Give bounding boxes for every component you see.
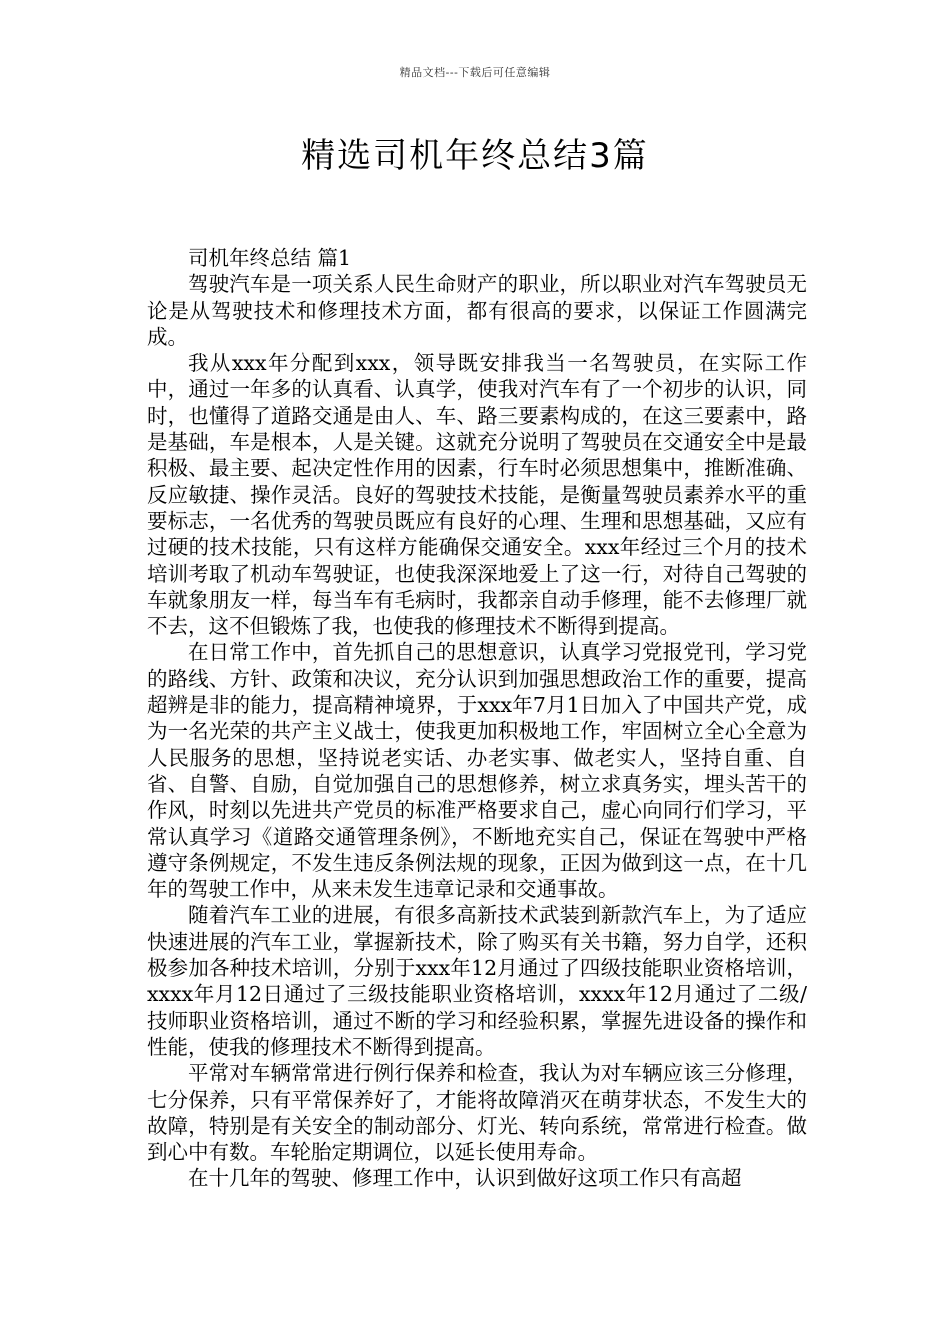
document-body [147, 245, 807, 1192]
document-title: 精选司机年终总结3篇 [301, 136, 649, 176]
body-paragraph-6: 在十几年的驾驶、修理工作中，认识到做好这项工作只有高超 [188, 1166, 742, 1191]
body-paragraph-2: 我从xxx年分配到xxx，领导既安排我当一名驾驶员，在实际工作中，通过一年多的认真看、认真学，使我对汽车有了一个初步的认识，同时，也懂得了道路交通是由人、车、路三要素构成的，在这三要素中，路是基础，车是根本，人是关键。这就充分说明了驾驶员在交通安全中是最积极、最主要、起决定性作用的因素，行车时必须思想集中，推断准确、反应敏捷、操作灵活。良好的驾驶技术技能，是衡量驾驶员素养水平的重要标志，一名优秀的驾驶员既应有良好的心理、生理和思想基础，又应有过硬的技术技能，只有这样方能确保交通安全。xxx年经过三个月的技术培训考取了机动车驾驶证，也使我深深地爱上了这一行，对待自己驾驶的车就象朋友一样，每当车有毛病时，我都亲自动手修理，能不去修理厂就不去，这不但锻炼了我，也使我的修理技术不断得到提高。 [147, 351, 807, 639]
section-heading: 司机年终总结 篇1 [188, 246, 352, 270]
body-paragraph-5: 平常对车辆常常进行例行保养和检查，我认为对车辆应该三分修理，七分保养，只有平常保养好了，才能将故障消灭在萌芽状态，不发生大的故障，特别是有关安全的制动部分、灯光、转向系统，常常进行检查。做到心中有数。车轮胎定期调位，以延长使用寿命。 [147, 1061, 807, 1165]
body-paragraph-1: 驾驶汽车是一项关系人民生命财产的职业，所以职业对汽车驾驶员无论是从驾驶技术和修理技术方面，都有很高的要求，以保证工作圆满完成。 [147, 272, 807, 349]
page-header: 精品文档---下载后可任意编辑 [399, 66, 551, 79]
body-paragraph-3: 在日常工作中，首先抓自己的思想意识，认真学习党报党刊，学习党的路线、方针、政策和决议，充分认识到加强思想政治工作的重要，提高超辨是非的能力，提高精神境界，于xxx年7月1日加入了中国共产党，成为一名光荣的共产主义战士，使我更加积极地工作，牢固树立全心全意为人民服务的思想，坚持说老实话、办老实事、做老实人，坚持自重、自省、自警、自励，自觉加强自己的思想修养，树立求真务实，埋头苦干的作风，时刻以先进共产党员的标准严格要求自己，虚心向同行们学习，平常认真学习《道路交通管理条例》，不断地充实自己，保证在驾驶中严格遵守条例规定，不发生违反条例法规的现象，正因为做到这一点，在十几年的驾驶工作中，从来未发生违章记录和交通事故。 [147, 640, 807, 902]
body-paragraph-4: 随着汽车工业的进展，有很多高新技术武装到新款汽车上，为了适应快速进展的汽车工业，掌握新技术，除了购买有关书籍，努力自学，还积极参加各种技术培训，分别于xxx年12月通过了四级技能职业资格培训，xxxx年月12日通过了三级技能职业资格培训，xxxx年12月通过了二级/技师职业资格培训，通过不断的学习和经验积累，掌握先进设备的操作和性能，使我的修理技术不断得到提高。 [147, 903, 807, 1059]
